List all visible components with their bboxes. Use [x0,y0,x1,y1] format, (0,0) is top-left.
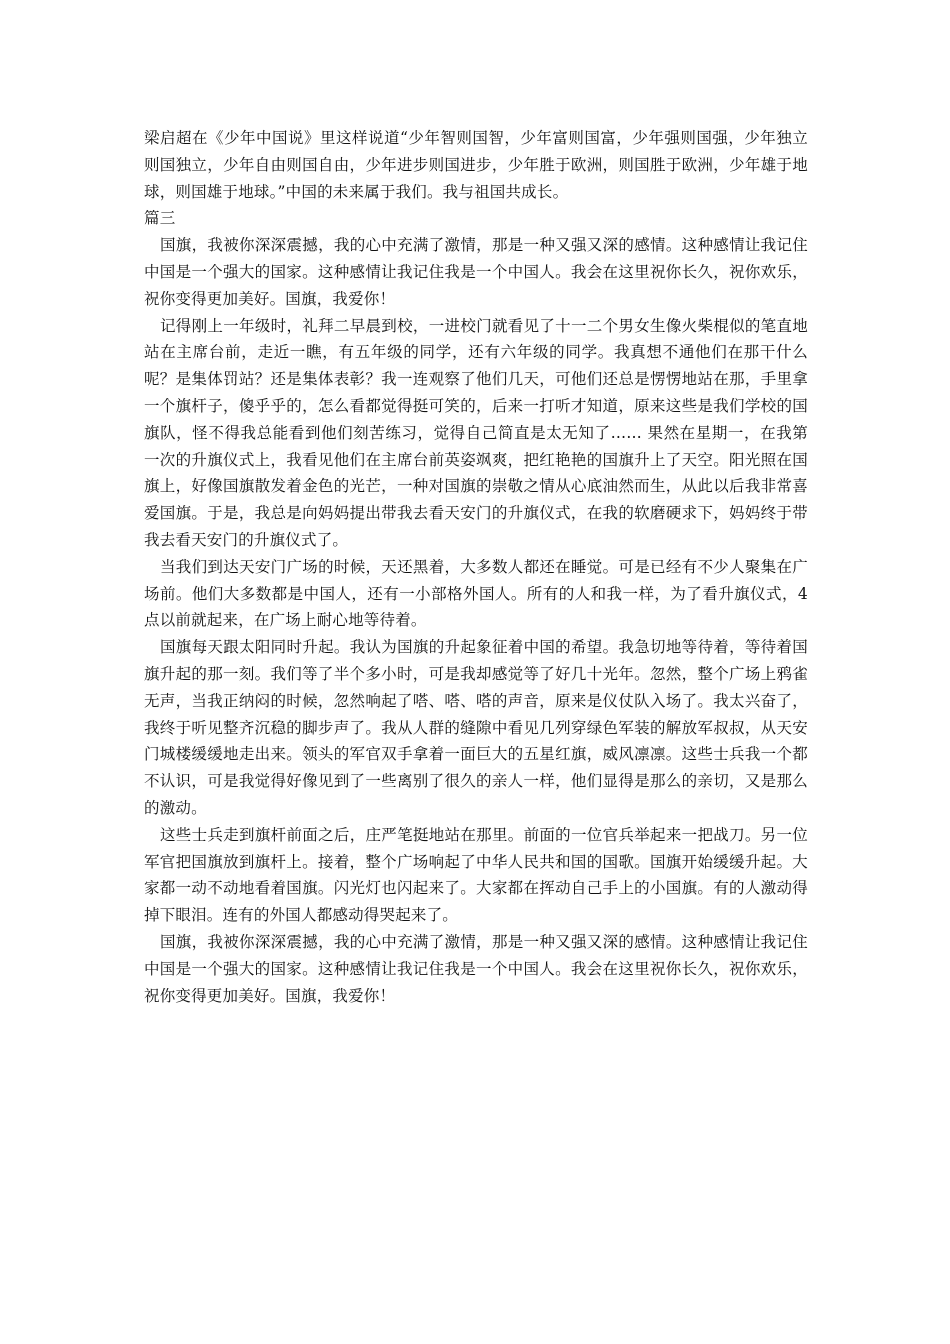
paragraph-first-grade-memory: 记得刚上一年级时，礼拜二早晨到校，一进校门就看见了十一二个男女生像火柴棍似的笔直地站在主席台前，走近一瞧，有五年级的同学，还有六年级的同学。我真想不通他们在那干什么呢？是集体罚站？还是集体表彰？我一连观察了他们几天，可他们还总是愣愣地站在那，手里拿一个旗杆子，傻乎乎的，怎么看都觉得挺可笑的，后来一打听才知道，原来这些是我们学校的国旗队，怪不得我总能看到他们刻苦练习，觉得自己简直是太无知了…… 果然在星期一，在我第一次的升旗仪式上，我看见他们在主席台前英姿飒爽，把红艳艳的国旗升上了天空。阳光照在国旗上，好像国旗散发着金色的光芒，一种对国旗的崇敬之情从心底油然而生，从此以后我非常喜爱国旗。于是，我总是向妈妈提出带我去看天安门的升旗仪式，在我的软磨硬求下，妈妈终于带我去看天安门的升旗仪式了。 [144,316,808,549]
section-heading: 篇三 [144,209,176,228]
paragraph-arrival-tiananmen: 当我们到达天安门广场的时候，天还黑着，大多数人都还在睡觉。可是已经有不少人聚集在广场前。他们大多数都是中国人，还有一小部格外国人。所有的人和我一样，为了看升旗仪式，4点以前就起来，在广场上耐心地等待着。 [144,557,808,630]
document-body [144,125,808,1009]
paragraph-flag-conclusion: 国旗，我被你深深震撼，我的心中充满了激情，那是一种又强又深的感情。这种感情让我记住中国是一个强大的国家。这种感情让我记住我是一个中国人。我会在这里祝你长久，祝你欢乐，祝你变得更加美好。国旗，我爱你！ [144,932,808,1005]
paragraph-waiting-flag: 国旗每天跟太阳同时升起。我认为国旗的升起象征着中国的希望。我急切地等待着，等待着国旗升起的那一刻。我们等了半个多小时，可是我却感觉等了好几十光年。忽然，整个广场上鸦雀无声，当我正纳闷的时候，忽然响起了嗒、嗒、嗒的声音，原来是仪仗队入场了。我太兴奋了，我终于听见整齐沉稳的脚步声了。我从人群的缝隙中看见几列穿绿色军装的解放军叔叔，从天安门城楼缓缓地走出来。领头的军官双手拿着一面巨大的五星红旗，威风凛凛。这些士兵我一个都不认识，可是我觉得好像见到了一些离别了很久的亲人一样，他们显得是那么的亲切，又是那么的激动。 [144,638,808,817]
paragraph-flag-intro: 国旗，我被你深深震撼，我的心中充满了激情，那是一种又强又深的感情。这种感情让我记住中国是一个强大的国家。这种感情让我记住我是一个中国人。我会在这里祝你长久，祝你欢乐，祝你变得更加美好。国旗，我爱你！ [144,236,808,308]
paragraph-flag-raising: 这些士兵走到旗杆前面之后，庄严笔挺地站在那里。前面的一位官兵举起来一把战刀。另一位军官把国旗放到旗杆上。接着，整个广场响起了中华人民共和国的国歌。国旗开始缓缓升起。大家都一动不动地看着国旗。闪光灯也闪起来了。大家都在挥动自己手上的小国旗。有的人激动得掉下眼泪。连有的外国人都感动得哭起来了。 [144,825,808,925]
paragraph-liang-qichao-quote: 梁启超在《少年中国说》里这样说道“少年智则国智，少年富则国富，少年强则国强，少年独立则国独立，少年自由则国自由，少年进步则国进步，少年胜于欧洲，则国胜于欧洲，少年雄于地球，则国雄于地球。”中国的未来属于我们。我与祖国共成长。 [144,129,808,201]
